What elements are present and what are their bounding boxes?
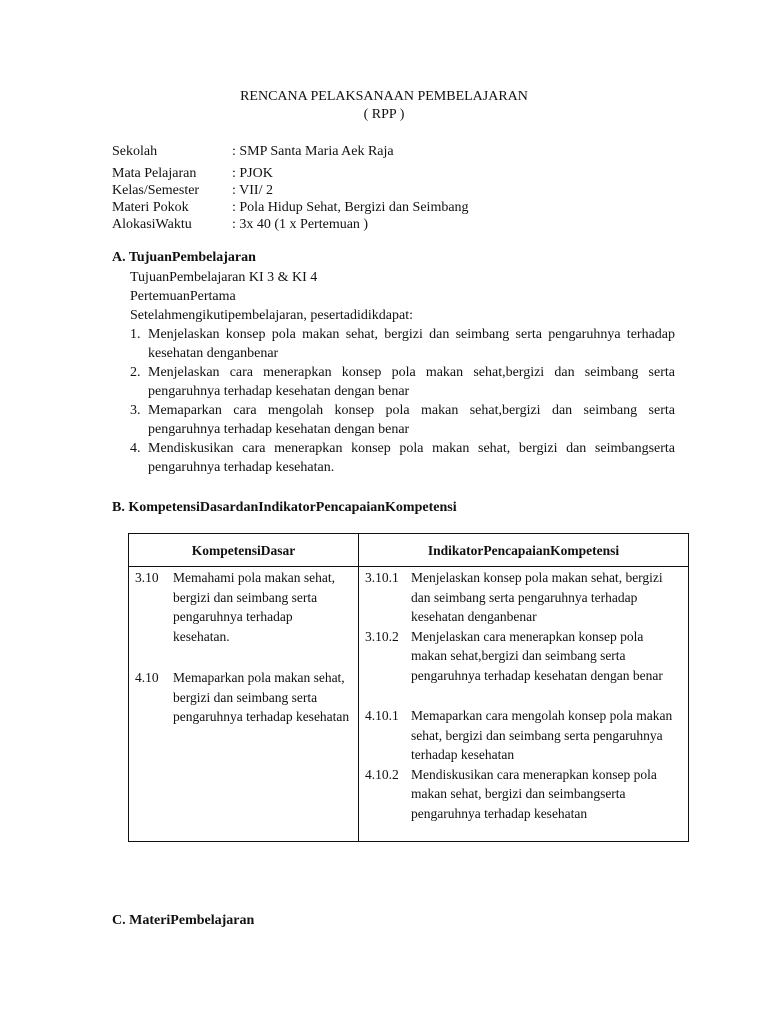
section-b-heading: B. KompetensiDasardanIndikatorPencapaianKompetensi: [112, 500, 457, 515]
info-value: : SMP Santa Maria Aek Raja: [232, 144, 394, 159]
identity-block: [112, 143, 672, 233]
objectives-list: [130, 325, 675, 477]
meeting-label: PertemuanPertama: [130, 289, 236, 304]
objective-number: 1.: [130, 327, 141, 342]
objective-item: [130, 325, 675, 363]
info-row-time: [112, 216, 672, 233]
table-row: [129, 567, 689, 842]
ipk-text: Menjelaskan konsep pola makan sehat, bergizi dan seimbang serta pengaruhnya terhadap kesehatan denganbenar: [411, 570, 663, 624]
ipk-number: 3.10.1: [365, 570, 399, 585]
objectives-intro: Setelahmengikutipembelajaran, pesertadidikdapat:: [130, 308, 414, 323]
ipk-item: [365, 765, 682, 824]
ipk-item: [365, 706, 682, 765]
ipk-number: 3.10.2: [365, 628, 399, 644]
objective-number: 3.: [130, 403, 141, 418]
section-a-heading: A. TujuanPembelajaran: [112, 250, 256, 265]
objective-number: 2.: [130, 365, 141, 380]
kd-number: 3.10: [135, 570, 159, 585]
ipk-text: Mendiskusikan cara menerapkan konsep pola makan sehat, bergizi dan seimbangserta pengaruhnya terhadap kesehatan: [411, 766, 657, 821]
table-header-row: [129, 534, 689, 567]
header-kd: KompetensiDasar: [129, 534, 359, 567]
info-label: Materi Pokok: [112, 200, 189, 215]
header-ipk: IndikatorPencapaianKompetensi: [359, 534, 689, 567]
kd-item: [135, 668, 352, 727]
ipk-text: Memaparkan cara mengolah konsep pola makan sehat, bergizi dan seimbang serta pengaruhnya terhadap kesehatan: [411, 708, 673, 762]
kd-item: [135, 568, 352, 646]
info-value: : 3x 40 (1 x Pertemuan ): [232, 217, 369, 232]
ipk-number: 4.10.2: [365, 766, 399, 782]
info-label: Sekolah: [112, 144, 158, 159]
ipk-text: Menjelaskan cara menerapkan konsep pola makan sehat,bergizi dan seimbang serta pengaruhnya terhadap kesehatan dengan benar: [411, 628, 663, 683]
document-title: [0, 88, 768, 124]
title-line: RENCANA PELAKSANAAN PEMBELAJARAN: [240, 89, 528, 104]
info-label: Mata Pelajaran: [112, 166, 197, 181]
kd-number: 4.10: [135, 670, 159, 685]
info-value: : Pola Hidup Sehat, Bergizi dan Seimbang: [232, 200, 469, 215]
competency-table: [128, 533, 689, 842]
objective-text: Menjelaskan cara menerapkan konsep pola makan sehat,bergizi dan seimbang serta pengaruhnya terhadap kesehatan dengan benar: [148, 365, 675, 399]
ipk-cell: [359, 567, 689, 842]
objective-item: [130, 401, 675, 439]
info-row-subject: [112, 165, 672, 182]
tujuan-subheading: TujuanPembelajaran KI 3 & KI 4: [130, 270, 318, 285]
info-label: AlokasiWaktu: [112, 217, 192, 232]
subtitle-line: ( RPP ): [363, 107, 405, 122]
objective-number: 4.: [130, 441, 141, 456]
info-row-topic: [112, 199, 672, 216]
info-row-school: [112, 143, 672, 165]
objective-text: Mendiskusikan cara menerapkan konsep pola makan sehat, bergizi dan seimbangserta pengaruhnya terhadap kesehatan.: [148, 441, 675, 475]
objective-text: Memaparkan cara mengolah konsep pola makan sehat,bergizi dan seimbang serta pengaruhnya terhadap kesehatan dengan benar: [148, 403, 675, 437]
section-c-heading: C. MateriPembelajaran: [112, 913, 255, 928]
info-label: Kelas/Semester: [112, 183, 200, 198]
info-row-class: [112, 182, 672, 199]
kd-cell: [129, 567, 359, 842]
ipk-item: [365, 568, 682, 627]
ipk-number: 4.10.1: [365, 708, 399, 723]
ipk-item: [365, 627, 682, 686]
objective-item: [130, 363, 675, 401]
kd-text: Memahami pola makan sehat, bergizi dan seimbang serta pengaruhnya terhadap kesehatan.: [173, 570, 335, 644]
kd-text: Memaparkan pola makan sehat, bergizi dan seimbang serta pengaruhnya terhadap kesehatan: [173, 670, 350, 724]
section-a-intro: [130, 268, 675, 325]
info-value: : PJOK: [232, 166, 273, 181]
info-value: : VII/ 2: [232, 183, 273, 198]
objective-text: Menjelaskan konsep pola makan sehat, bergizi dan seimbang serta pengaruhnya terhadap kesehatan denganbenar: [148, 327, 675, 361]
objective-item: [130, 439, 675, 477]
